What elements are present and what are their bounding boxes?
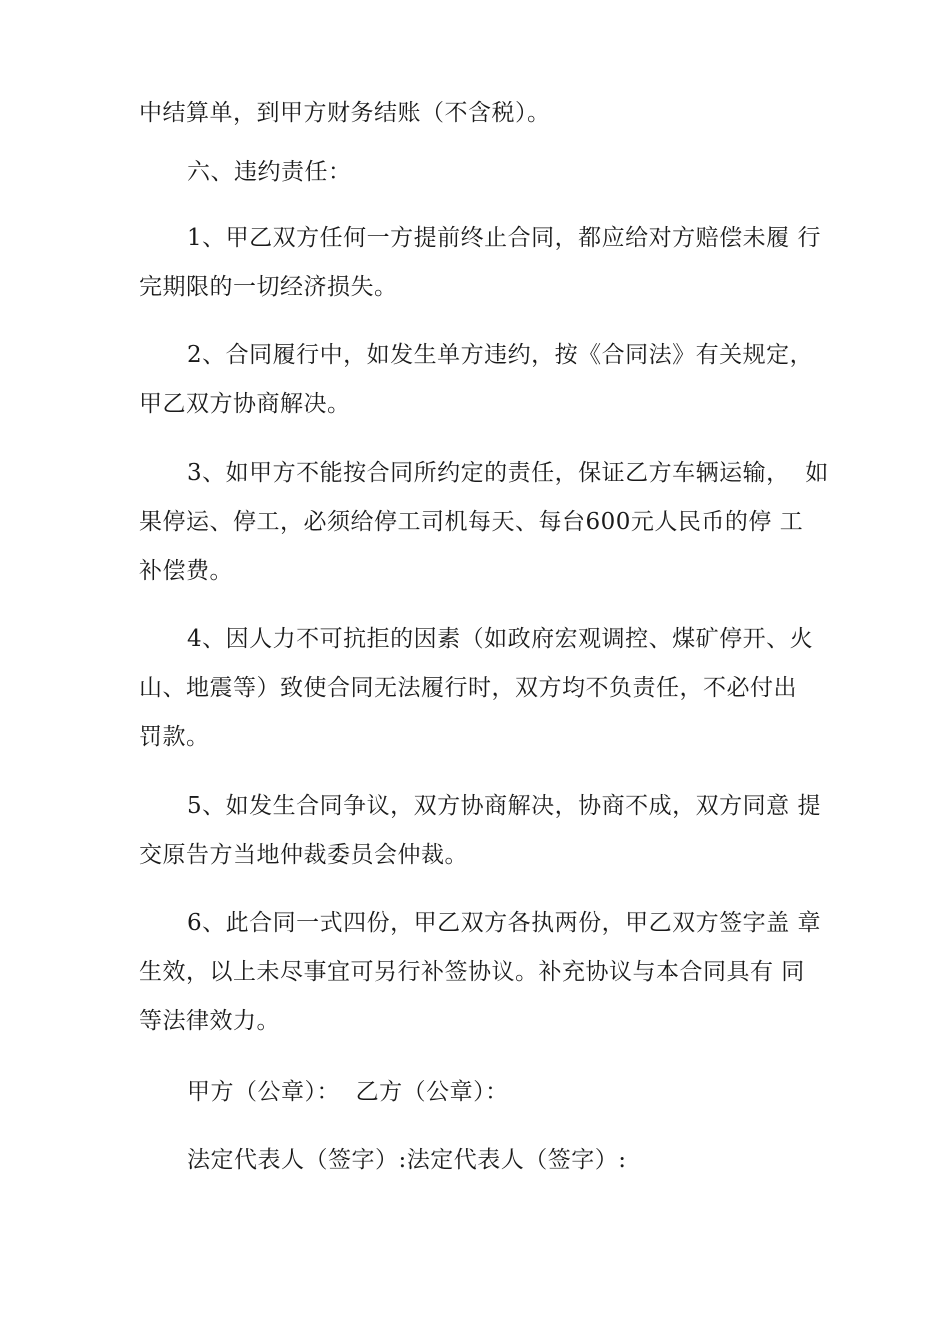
- clause-6-line-2: 生效，以上未尽事宜可另行补签协议。补充协议与本合同具有 同: [139, 959, 805, 985]
- signature-party-line: 甲方（公章）： 乙方（公章）：: [187, 1079, 509, 1105]
- clause-3-line-2: 果停运、停工，必须给停工司机每天、每台600元人民币的停 工: [139, 509, 804, 535]
- clause-4-line-3: 罚款。: [139, 724, 210, 750]
- clause-6-line-3: 等法律效力。: [139, 1008, 280, 1034]
- clause-5-line-1: 5、如发生合同争议，双方协商解决，协商不成，双方同意 提: [187, 793, 821, 819]
- clause-3-line-1: 3、如甲方不能按合同所约定的责任，保证乙方车辆运输， 如: [187, 460, 829, 486]
- clause-4-line-1: 4、因人力不可抗拒的因素（如政府宏观调控、煤矿停开、火: [187, 626, 814, 652]
- clause-2-line-2: 甲乙双方协商解决。: [139, 391, 351, 417]
- clause-4-line-2: 山、地震等）致使合同无法履行时，双方均不负责任，不必付出: [139, 675, 797, 701]
- clause-2-line-1: 2、合同履行中，如发生单方违约，按《合同法》有关规定，: [187, 342, 814, 368]
- clause-1-line-2: 完期限的一切经济损失。: [139, 274, 398, 300]
- clause-5-line-2: 交原告方当地仲裁委员会仲裁。: [139, 842, 468, 868]
- section-heading: 六、违约责任：: [187, 159, 352, 185]
- signature-rep-line: 法定代表人（签字）:法定代表人（签字）:: [187, 1147, 627, 1173]
- clause-3-line-3: 补偿费。: [139, 558, 233, 584]
- clause-6-line-1: 6、此合同一式四份，甲乙双方各执两份，甲乙双方签字盖 章: [187, 910, 821, 936]
- clause-1-line-1: 1、甲乙双方任何一方提前终止合同，都应给对方赔偿未履 行: [187, 225, 821, 251]
- intro-tail-line: 中结算单，到甲方财务结账（不含税）。: [139, 100, 551, 126]
